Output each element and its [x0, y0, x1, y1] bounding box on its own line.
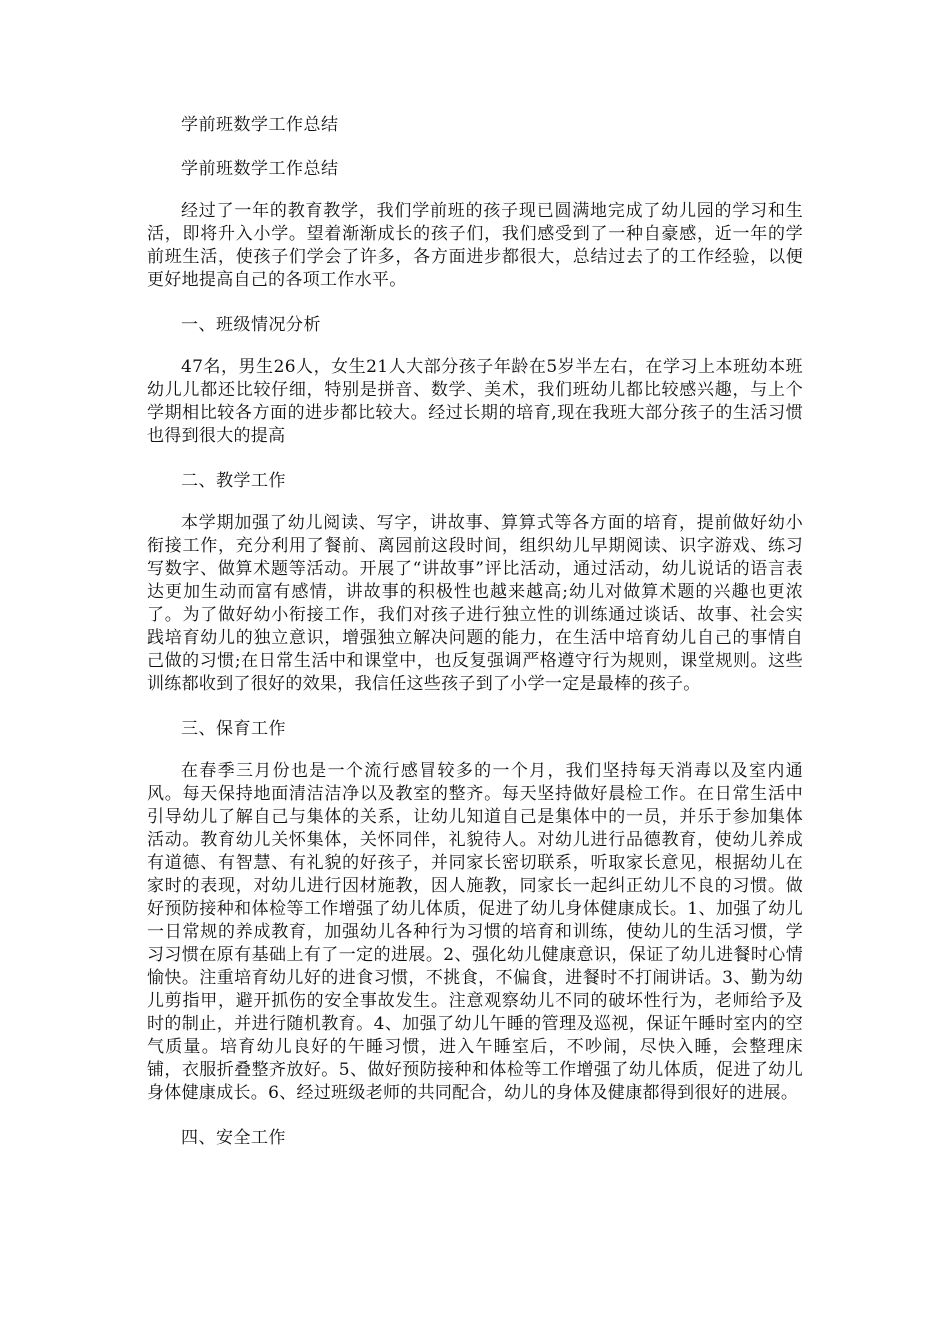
section-body-childcare: 在春季三月份也是一个流行感冒较多的一个月，我们坚持每天消毒以及室内通风。每天保持地面清洁洁净以及教室的整齐。每天坚持做好晨检工作。在日常生活中引导幼儿了解自己与集体的关系，让幼儿知道自己是集体中的一员，并乐于参加集体活动。教育幼儿关怀集体，关怀同伴，礼貌待人。对幼儿进行品德教育，使幼儿养成有道德、有智慧、有礼貌的好孩子，并同家长密切联系，听取家长意见，根据幼儿在家时的表现，对幼儿进行因材施教，因人施教，同家长一起纠正幼儿不良的习惯。做好预防接种和体检等工作增强了幼儿体质，促进了幼儿身体健康成长。1、加强了幼儿一日常规的养成教育，加强幼儿各种行为习惯的培育和训练，使幼儿的生活习惯，学习习惯在原有基础上有了一定的进展。2、强化幼儿健康意识，保证了幼儿进餐时心情愉快。注重培育幼儿好的进食习惯，不挑食，不偏食，进餐时不打闹讲话。3、勤为幼儿剪指甲，避开抓伤的安全事故发生。注意观察幼儿不同的破坏性行为，老师给予及时的制止，并进行随机教育。4、加强了幼儿午睡的管理及巡视，保证午睡时室内的空气质量。培育幼儿良好的午睡习惯，进入午睡室后，不吵闹，尽快入睡，会整理床铺，衣服折叠整齐放好。5、做好预防接种和体检等工作增强了幼儿体质，促进了幼儿身体健康成长。6、经过班级老师的共同配合，幼儿的身体及健康都得到很好的进展。: [147, 761, 803, 1103]
section-body-teaching: 本学期加强了幼儿阅读、写字，讲故事、算算式等各方面的培育，提前做好幼小衔接工作，充分利用了餐前、离园前这段时间，组织幼儿早期阅读、识字游戏、练习写数字、做算术题等活动。开展了“讲故事”评比活动，通过活动，幼儿说话的语言表达更加生动而富有感情，讲故事的积极性也越来越高;幼儿对做算术题的兴趣也更浓了。为了做好幼小衔接工作，我们对孩子进行独立性的训练通过谈话、故事、社会实践培育幼儿的独立意识，增强独立解决问题的能力，在生活中培育幼儿自己的事情自己做的习惯;在日常生活中和课堂中，也反复强调严格遵守行为规则，课堂规则。这些训练都收到了很好的效果，我信任这些孩子到了小学一定是最棒的孩子。: [147, 513, 803, 694]
intro-paragraph: 经过了一年的教育教学，我们学前班的孩子现已圆满地完成了幼儿园的学习和生活，即将升入小学。望着渐渐成长的孩子们，我们感受到了一种自豪感，近一年的学前班生活，使孩子们学会了许多，各方面进步都很大，总结过去了的工作经验，以便更好地提高自己的各项工作水平。: [147, 201, 803, 290]
section-heading-class-analysis: 一、班级情况分析: [181, 315, 321, 335]
section-heading-teaching: 二、教学工作: [181, 471, 286, 491]
document-subtitle: 学前班数学工作总结: [181, 159, 339, 179]
section-body-class-analysis: 47名，男生26人，女生21人大部分孩子年龄在5岁半左右，在学习上本班幼本班幼儿儿都还比较仔细，特别是拼音、数学、美术，我们班幼儿都比较感兴趣，与上个学期相比较各方面的进步都比较大。经过长期的培育,现在我班大部分孩子的生活习惯也得到很大的提高: [147, 357, 803, 446]
document-content: [147, 112, 803, 1169]
section-heading-safety: 四、安全工作: [181, 1128, 286, 1148]
document-title: 学前班数学工作总结: [181, 115, 339, 135]
section-heading-childcare: 三、保育工作: [181, 719, 286, 739]
